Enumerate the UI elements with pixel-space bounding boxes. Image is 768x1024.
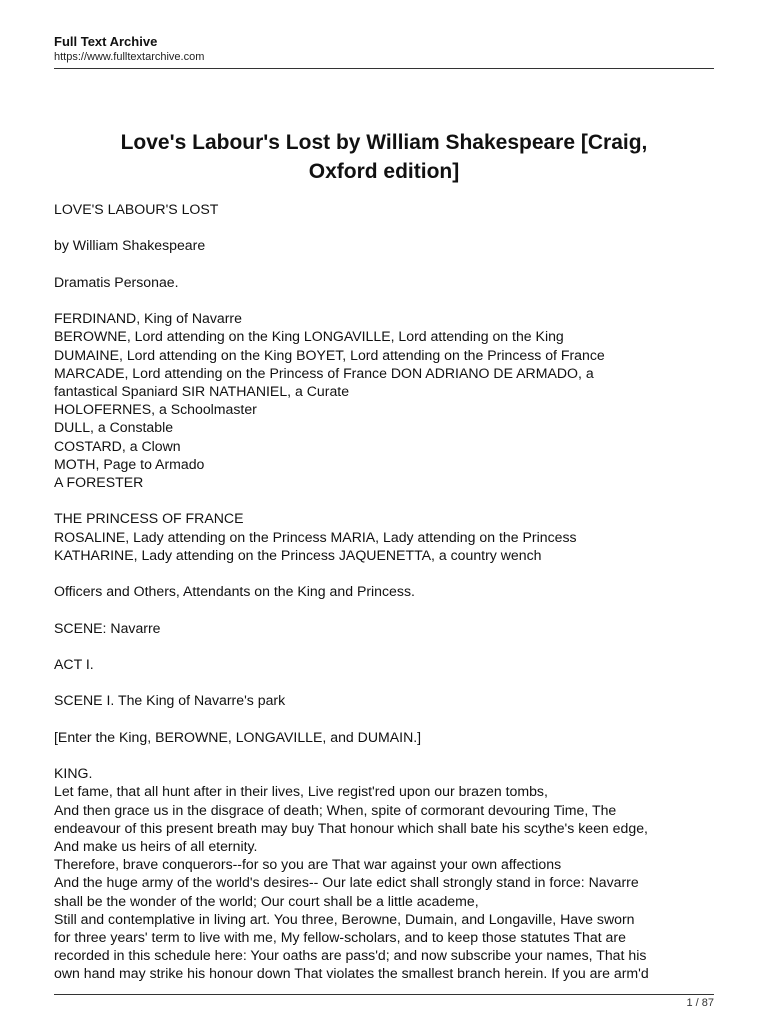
text-line: MARCADE, Lord attending on the Princess of France DON ADRIANO DE ARMADO, a: [54, 364, 594, 381]
text-line: SCENE: Navarre: [54, 619, 161, 636]
footer-divider: [54, 994, 714, 995]
text-line: recorded in this schedule here: Your oaths are pass'd; and now subscribe your names, That his: [54, 947, 647, 964]
title-line: Love's Labour's Lost by William Shakespeare [Craig,: [120, 131, 648, 154]
paragraph-gap: [54, 710, 726, 728]
text-line: shall be the wonder of the world; Our court shall be a little academe,: [54, 892, 479, 909]
paragraph-gap: [54, 673, 726, 691]
paragraph-gap: [54, 255, 726, 273]
document-header: [54, 34, 714, 64]
page-number: 1 / 87: [686, 997, 714, 1009]
paragraph-gap: [54, 637, 726, 655]
text-line: COSTARD, a Clown: [54, 437, 181, 454]
text-line: [Enter the King, BEROWNE, LONGAVILLE, and DUMAIN.]: [54, 728, 422, 745]
text-line: HOLOFERNES, a Schoolmaster: [54, 401, 257, 418]
text-line: FERDINAND, King of Navarre: [54, 310, 242, 327]
paragraph-gap: [54, 746, 726, 764]
text-line: THE PRINCESS OF FRANCE: [54, 510, 244, 527]
text-line: own hand may strike his honour down That violates the smallest branch herein. If you are arm'd: [54, 965, 649, 982]
document-body: [54, 200, 726, 983]
document-title: [54, 128, 714, 186]
text-line: Dramatis Personae.: [54, 273, 179, 290]
text-line: And make us heirs of all eternity.: [54, 837, 258, 854]
text-line: fantastical Spaniard SIR NATHANIEL, a Curate: [54, 382, 350, 399]
text-line: Still and contemplative in living art. You three, Berowne, Dumain, and Longaville, Have sworn: [54, 910, 635, 927]
text-line: by William Shakespeare: [54, 237, 206, 254]
paragraph-gap: [54, 600, 726, 618]
text-line: Let fame, that all hunt after in their lives, Live regist'red upon our brazen tombs,: [54, 783, 548, 800]
text-line: ACT I.: [54, 655, 94, 672]
text-line: And then grace us in the disgrace of death; When, spite of cormorant devouring Time, The: [54, 801, 617, 818]
paragraph-gap: [54, 564, 726, 582]
text-line: KATHARINE, Lady attending on the Princess JAQUENETTA, a country wench: [54, 546, 542, 563]
text-line: And the huge army of the world's desires-- Our late edict shall strongly stand in force: Navarre: [54, 874, 639, 891]
text-line: Officers and Others, Attendants on the King and Princess.: [54, 583, 415, 600]
text-line: Therefore, brave conquerors--for so you are That war against your own affections: [54, 856, 562, 873]
paragraph-gap: [54, 218, 726, 236]
text-line: A FORESTER: [54, 474, 144, 490]
text-line: for three years' term to live with me, My fellow-scholars, and to keep those statutes That are: [54, 928, 626, 945]
header-divider: [54, 68, 714, 69]
site-name: Full Text Archive: [54, 34, 158, 49]
text-line: endeavour of this present breath may buy That honour which shall bate his scythe's keen edge,: [54, 819, 648, 836]
paragraph-gap: [54, 491, 726, 509]
text-line: ROSALINE, Lady attending on the Princess MARIA, Lady attending on the Princess: [54, 528, 577, 545]
text-line: DULL, a Constable: [54, 419, 174, 436]
title-line: Oxford edition]: [308, 160, 460, 183]
paragraph-gap: [54, 291, 726, 309]
text-line: LOVE'S LABOUR'S LOST: [54, 201, 219, 217]
text-line: KING.: [54, 765, 93, 782]
text-line: BEROWNE, Lord attending on the King LONGAVILLE, Lord attending on the King: [54, 328, 564, 345]
text-line: MOTH, Page to Armado: [54, 455, 205, 472]
text-line: DUMAINE, Lord attending on the King BOYET, Lord attending on the Princess of France: [54, 346, 605, 363]
text-line: SCENE I. The King of Navarre's park: [54, 692, 286, 709]
site-url[interactable]: https://www.fulltextarchive.com: [54, 51, 205, 63]
